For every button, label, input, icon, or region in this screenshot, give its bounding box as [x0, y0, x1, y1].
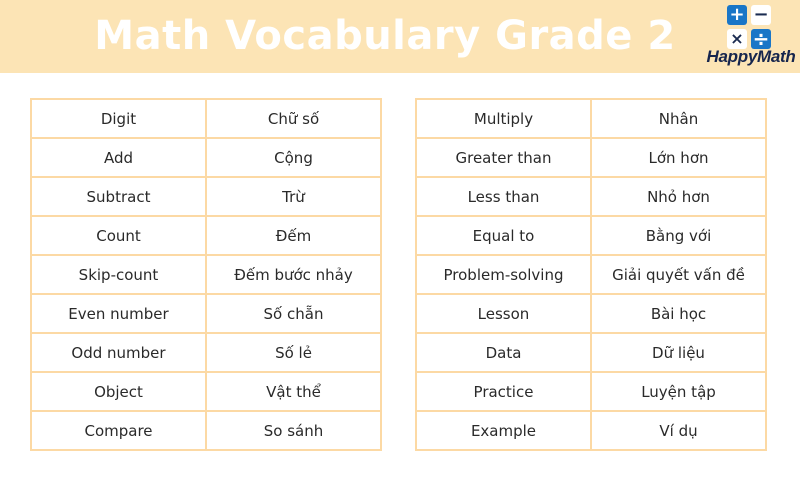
table-row	[31, 255, 381, 294]
vocabulary-table-right	[415, 98, 767, 451]
minus-icon: −	[751, 5, 771, 25]
english-term-cell: Example	[416, 411, 591, 450]
english-term-cell: Count	[31, 216, 206, 255]
vietnamese-term-cell: Số chẵn	[206, 294, 381, 333]
table-row	[31, 216, 381, 255]
table-row	[31, 177, 381, 216]
vietnamese-term-cell: Lớn hơn	[591, 138, 766, 177]
vietnamese-term-cell: Nhỏ hơn	[591, 177, 766, 216]
english-term-cell: Compare	[31, 411, 206, 450]
vocabulary-table-right-body	[416, 99, 766, 450]
logo-text: HappyMath	[706, 47, 796, 66]
vietnamese-term-cell: Luyện tập	[591, 372, 766, 411]
english-term-cell: Multiply	[416, 99, 591, 138]
vietnamese-term-cell: Ví dụ	[591, 411, 766, 450]
table-row	[416, 138, 766, 177]
table-row	[416, 255, 766, 294]
table-row	[416, 177, 766, 216]
vietnamese-term-cell: Đếm bước nhảy	[206, 255, 381, 294]
english-term-cell: Digit	[31, 99, 206, 138]
divide-icon: ÷	[752, 27, 770, 51]
vietnamese-term-cell: Bài học	[591, 294, 766, 333]
english-term-cell: Even number	[31, 294, 206, 333]
table-row	[31, 372, 381, 411]
multiply-icon: ×	[727, 29, 747, 49]
vietnamese-term-cell: Vật thể	[206, 372, 381, 411]
vietnamese-term-cell: Dữ liệu	[591, 333, 766, 372]
table-row	[416, 372, 766, 411]
english-term-cell: Skip-count	[31, 255, 206, 294]
vietnamese-term-cell: So sánh	[206, 411, 381, 450]
english-term-cell: Subtract	[31, 177, 206, 216]
vietnamese-term-cell: Đếm	[206, 216, 381, 255]
vietnamese-term-cell: Bằng với	[591, 216, 766, 255]
vocabulary-table-left	[30, 98, 382, 451]
english-term-cell: Equal to	[416, 216, 591, 255]
english-term-cell: Add	[31, 138, 206, 177]
vietnamese-term-cell: Trừ	[206, 177, 381, 216]
table-row	[31, 333, 381, 372]
english-term-cell: Odd number	[31, 333, 206, 372]
vietnamese-term-cell: Số lẻ	[206, 333, 381, 372]
english-term-cell: Data	[416, 333, 591, 372]
page-title: Math Vocabulary Grade 2	[94, 13, 676, 59]
table-row	[416, 99, 766, 138]
calculator-icon	[727, 5, 771, 49]
plus-icon: +	[727, 5, 747, 25]
english-term-cell: Less than	[416, 177, 591, 216]
english-term-cell: Problem-solving	[416, 255, 591, 294]
table-row	[31, 294, 381, 333]
english-term-cell: Lesson	[416, 294, 591, 333]
table-row	[416, 411, 766, 450]
vietnamese-term-cell: Cộng	[206, 138, 381, 177]
happymath-logo	[703, 3, 799, 69]
vietnamese-term-cell: Nhân	[591, 99, 766, 138]
vietnamese-term-cell: Chữ số	[206, 99, 381, 138]
english-term-cell: Object	[31, 372, 206, 411]
vietnamese-term-cell: Giải quyết vấn đề	[591, 255, 766, 294]
english-term-cell: Practice	[416, 372, 591, 411]
table-row	[31, 99, 381, 138]
vocabulary-table-left-body	[31, 99, 381, 450]
table-row	[31, 411, 381, 450]
table-row	[416, 333, 766, 372]
english-term-cell: Greater than	[416, 138, 591, 177]
table-row	[416, 294, 766, 333]
table-row	[416, 216, 766, 255]
table-row	[31, 138, 381, 177]
header-banner	[0, 0, 800, 73]
